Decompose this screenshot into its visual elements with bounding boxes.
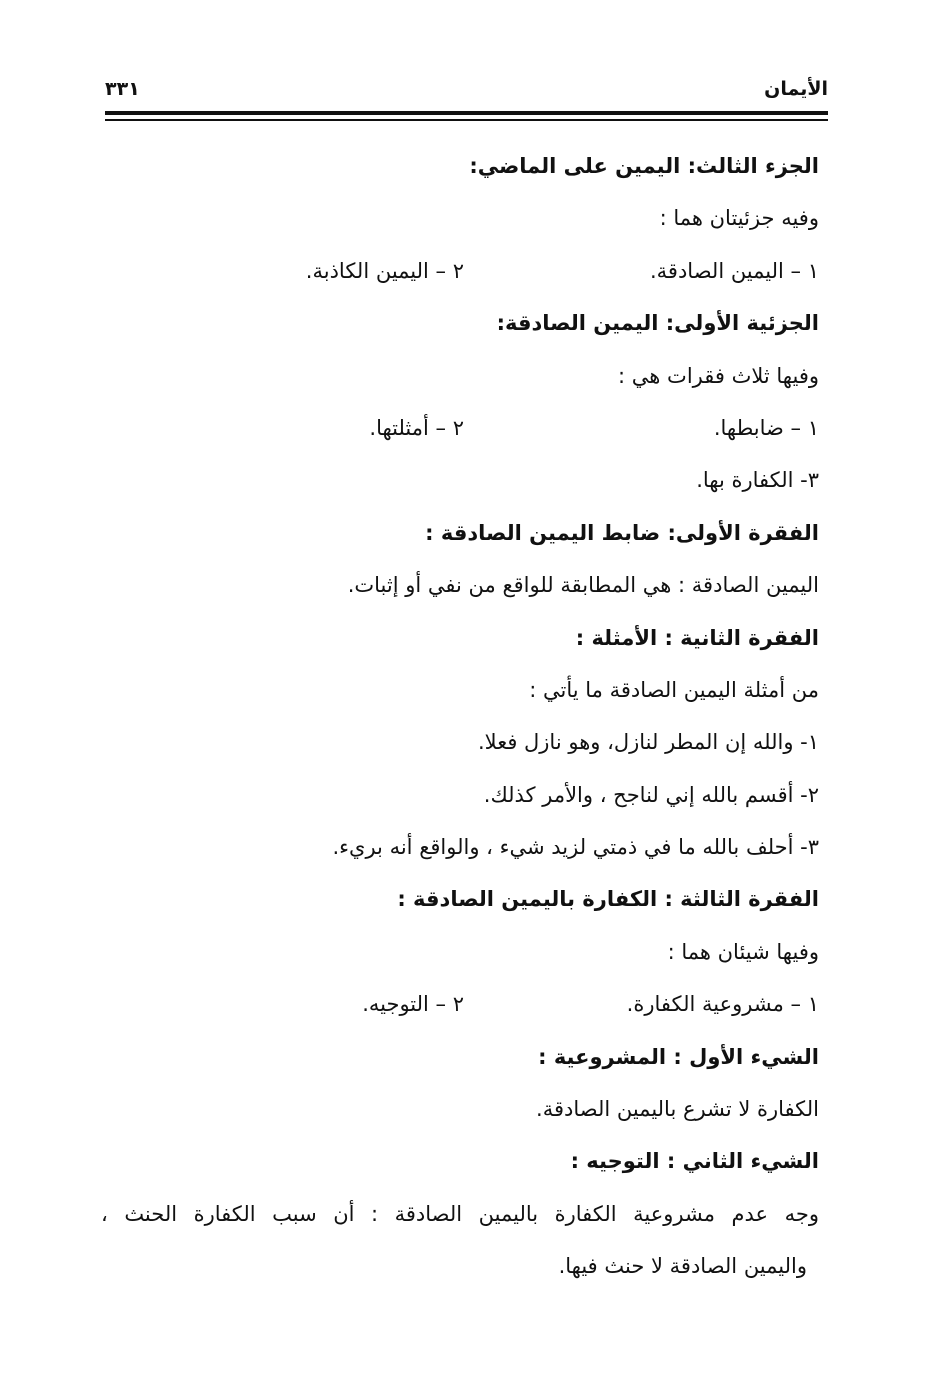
heading-first-component: الجزئية الأولى: اليمين الصادقة: [496, 311, 819, 336]
list-item: ٣- الكفارة بها. [696, 468, 819, 493]
list-item: ٣- أحلف بالله ما في ذمتي لزيد شيء ، والواقع أنه بريء. [332, 835, 819, 860]
heading-first-thing: الشيء الأول : المشروعية : [538, 1044, 819, 1069]
list-item: ٢- أقسم بالله إني لناجح ، والأمر كذلك. [483, 782, 819, 807]
list-row [89, 402, 819, 454]
paragraph: واليمين الصادقة لا حنث فيها. [558, 1254, 807, 1279]
paragraph: اليمين الصادقة : هي المطابقة للواقع من نفي أو إثبات. [347, 573, 819, 598]
heading-second-paragraph: الفقرة الثانية : الأمثلة : [575, 625, 819, 650]
list-item: ١ – ضابطها. [713, 415, 819, 440]
header-title: الأيمان [764, 78, 828, 100]
list-item: ١ – مشروعية الكفارة. [626, 992, 819, 1017]
heading-part-three: الجزء الثالث: اليمين على الماضي: [469, 154, 819, 178]
list-item: ٢ – أمثلتها. [369, 415, 464, 440]
running-header [105, 70, 828, 110]
heading-first-paragraph: الفقرة الأولى: ضابط اليمين الصادقة : [425, 520, 819, 545]
paragraph: وجه عدم مشروعية الكفارة باليمين الصادقة : أن سبب الكفارة الحنث ، [101, 1201, 819, 1226]
list-item: ٢ – اليمين الكاذبة. [305, 258, 464, 283]
header-rule-thin [105, 119, 828, 121]
paragraph: وفيها شيئان هما : [667, 939, 819, 964]
paragraph: من أمثلة اليمين الصادقة ما يأتي : [529, 677, 819, 702]
list-row [89, 978, 819, 1030]
list-row [89, 245, 819, 297]
list-item: ١- والله إن المطر لنازل، وهو نازل فعلا. [477, 730, 819, 755]
list-item: ٢ – التوجيه. [362, 992, 464, 1017]
paragraph: وفيها ثلاث فقرات هي : [618, 363, 819, 388]
heading-second-thing: الشيء الثاني : التوجيه : [570, 1149, 819, 1174]
paragraph: وفيه جزئيتان هما : [659, 206, 819, 231]
body-text [89, 140, 819, 1293]
header-rule-thick [105, 111, 828, 115]
paragraph: الكفارة لا تشرع باليمين الصادقة. [536, 1097, 819, 1122]
heading-third-paragraph: الفقرة الثالثة : الكفارة باليمين الصادقة : [397, 887, 819, 912]
page-number: ٣٣١ [105, 78, 140, 100]
list-item: ١ – اليمين الصادقة. [649, 258, 819, 283]
